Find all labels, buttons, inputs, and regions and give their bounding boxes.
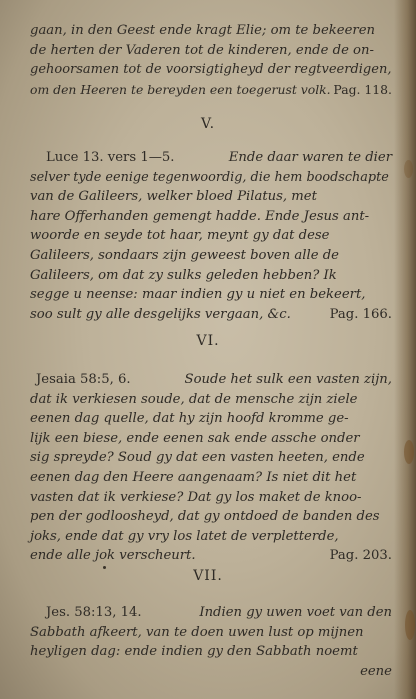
text-line: gaan, in den Geest ende kragt Elie; om te bekeeren: [30, 23, 375, 38]
section-heading-vi: VI.: [196, 333, 220, 349]
text-line: Jesaia 58:5, 6. Soude het sulk een vasten zijn,: [30, 370, 392, 390]
stain-mark: [404, 440, 414, 464]
text-line: joks, ende dat gy vry los latet de verpletterde,: [30, 528, 339, 544]
text-line: heyligen dag: ende indien gy den Sabbath noemt: [30, 644, 358, 660]
text-line: eenen dag quelle, dat hy zijn hoofd kromme ge-: [30, 411, 349, 427]
section-heading-v: V.: [200, 116, 216, 132]
text-block-3: [30, 370, 392, 566]
text-line: vasten dat ik verkiese? Dat gy los maket de knoo-: [30, 489, 362, 505]
catchword: eene: [360, 663, 392, 679]
text-line: om den Heeren te bereyden een toegerust volk. Pag. 118.: [30, 80, 392, 100]
text-line: Galileers, sondaars zijn geweest boven alle de: [30, 247, 339, 263]
scripture-reference: Jesaia 58:5, 6.: [36, 372, 131, 387]
text-line: Sabbath afkeert, van te doen uwen lust op mijnen: [30, 624, 364, 640]
page-reference: Pag. 203.: [329, 548, 392, 564]
text-line: ende alle jok verscheurt. Pag. 203.: [30, 546, 392, 566]
text-block-4: [30, 603, 392, 681]
text-line: de herten der Vaderen tot de kinderen, ende de on-: [30, 42, 374, 58]
text-line: eenen dag den Heere aangenaam? Is niet dit het: [30, 469, 357, 485]
text-line: segge u neense: maar indien gy u niet en bekeert,: [30, 287, 366, 303]
text-line: dat ik verkiesen soude, dat de mensche zijn ziele: [30, 391, 358, 407]
stain-mark: [405, 610, 415, 640]
page-edge-shadow: [394, 0, 416, 699]
text-line: selver tyde eenige tegenwoordig, die hem boodschapte: [30, 169, 389, 185]
page-reference: Pag. 118.: [333, 81, 392, 97]
text-block-2: [30, 148, 392, 324]
text-line: pen der godloosheyd, dat gy ontdoed de banden des: [30, 509, 380, 525]
text-line: gehoorsamen tot de voorsigtigheyd der regtveerdigen,: [30, 62, 392, 78]
text-line: hare Offerhanden gemengt hadde. Ende Jesus ant-: [30, 208, 370, 224]
text-line: soo sult gy alle desgelijks vergaan, &c. Pag. 166.: [30, 305, 392, 325]
text-line: Luce 13. vers 1—5. Ende daar waren te dier: [30, 148, 392, 168]
text-line: Galileers, om dat zy sulks geleden hebben? Ik: [30, 267, 337, 283]
text-line: lijk een biese, ende eenen sak ende assche onder: [30, 430, 360, 446]
text-line: van de Galileers, welker bloed Pilatus, met: [30, 189, 317, 205]
section-heading-vii: VII.: [193, 568, 223, 584]
stain-mark: [404, 160, 413, 178]
scripture-reference: Jes. 58:13, 14.: [46, 605, 142, 620]
text-line: Jes. 58:13, 14. Indien gy uwen voet van den: [30, 603, 392, 623]
scripture-reference: Luce 13. vers 1—5.: [46, 150, 175, 165]
text-line: woorde en seyde tot haar, meynt gy dat dese: [30, 228, 330, 244]
page-reference: Pag. 166.: [329, 306, 392, 322]
text-block-1: [30, 21, 392, 99]
text-line: sig spreyde? Soud gy dat een vasten heeten, ende: [30, 450, 365, 466]
